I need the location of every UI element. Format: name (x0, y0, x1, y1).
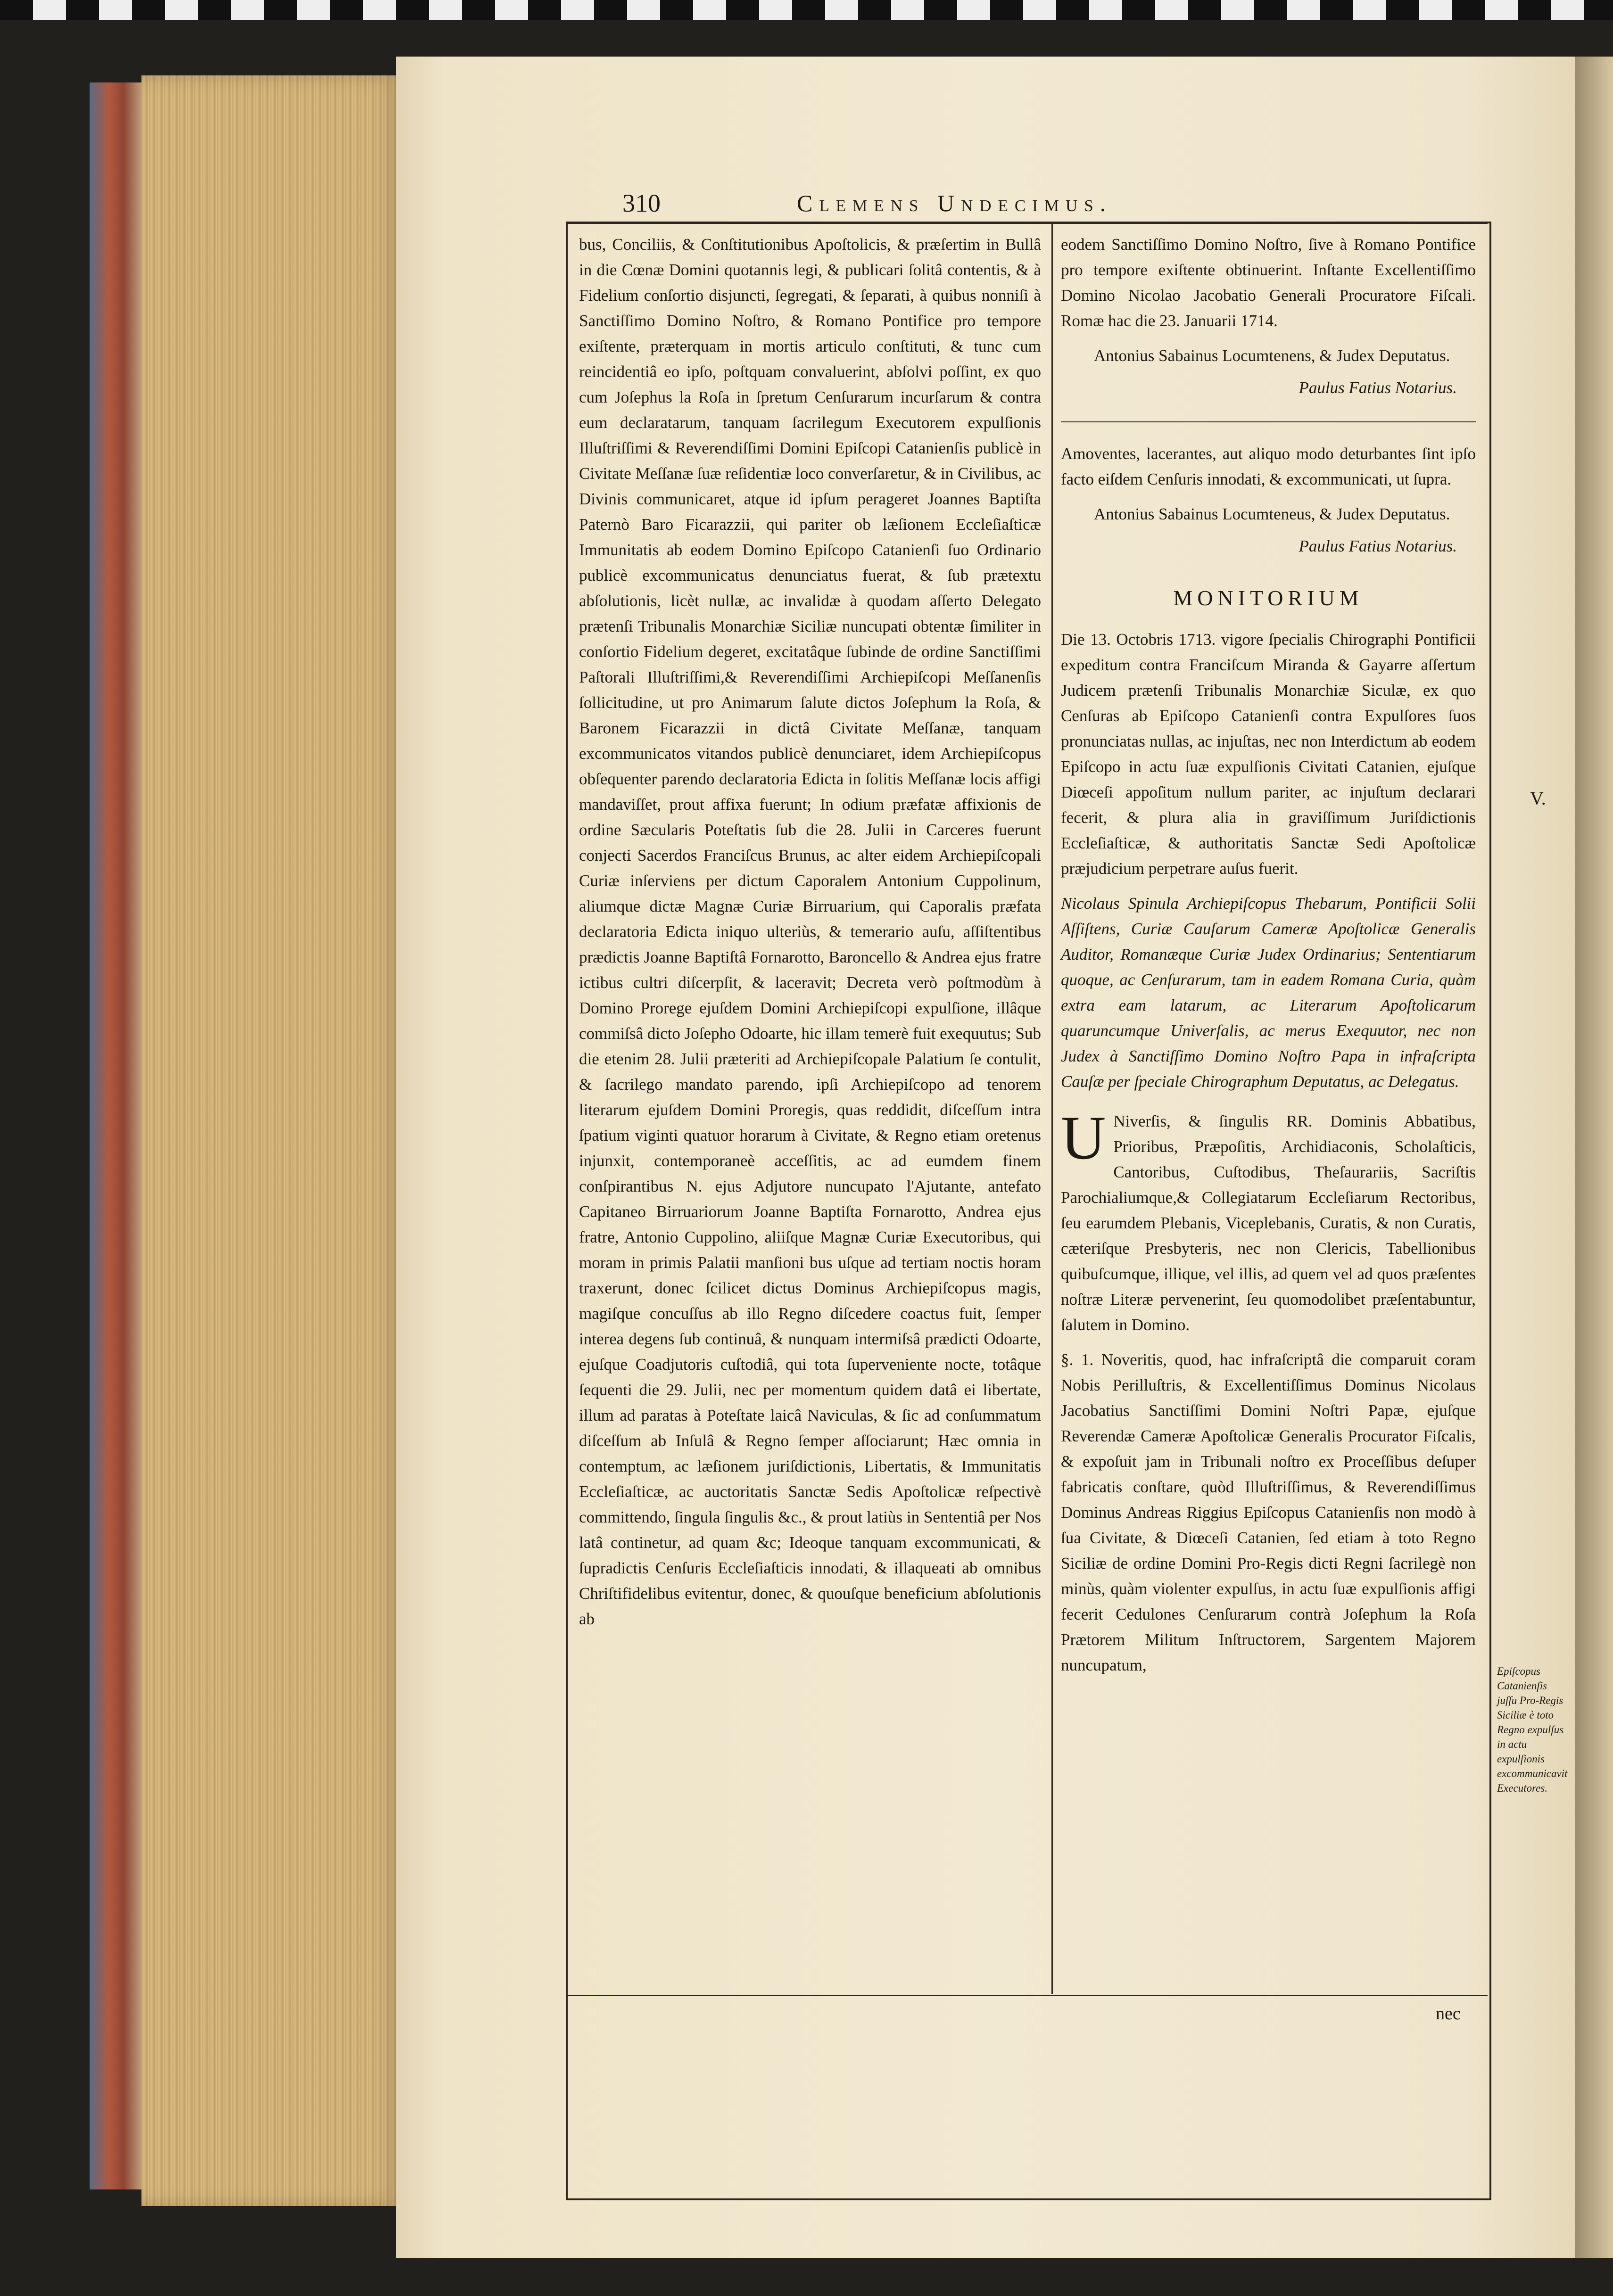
signer-1: Antonius Sabainus Locumtenens, & Judex Deputatus. (1094, 346, 1450, 365)
monitorium-heading: MONITORIUM (1173, 586, 1364, 610)
next-page-edge (1575, 57, 1613, 2258)
page-block-edges (141, 75, 405, 2206)
universis-paragraph (1061, 1103, 1476, 1338)
section-1-paragraph: §. 1. Noveritis, quod, hac infraſcriptâ die comparuit coram Nobis Perilluſtris, & Excellentiſſimus Dominus Nicolaus Jacobatius Sanctiſſimi Domini Noſtri Papæ, ejuſque Reverendæ Cameræ Apoſtolicæ Generalis Procurator Fiſcalis, & expoſuit jam in Tribunali noſtro ex Proceſſibus deſuper fabricatis conſtare, quòd Illuſtriſſimus, & Reverendiſſimus Dominus Andreas Riggius Epiſcopus Catanienſis non modò à ſua Civitate, & Diœceſi Catanien, ſed etiam à toto Regno Siciliæ de ordine Domini Pro-Regis dicti Regni ſacrilegè non minùs, quàm violenter expulſus, in actu ſuæ expulſionis affigi fecerit Cedulones Cenſurarum contrà Joſephum la Roſa Prætorem Militum Inſtructorem, Sargentem Majorem nuncupatum, (1061, 1350, 1476, 1674)
right-column (1061, 232, 1476, 1687)
signer-2: Antonius Sabainus Locumteneus, & Judex Deputatus. (1094, 505, 1450, 523)
left-column-text: bus, Conciliis, & Conſtitutionibus Apoſtolicis, & præſertim in Bullâ in die Cœnæ Domini quotannis legi, & publicari ſolitâ contentis, & à Fidelium conſortio disjuncti, ſegregati, & ſeparati, à quibus nonniſi à Sanctiſſimo Domino Noſtro, & Romano Pontifice pro tempore exiſtente, præterquam in mortis articulo conſtituti, & tunc cum reincidentiâ eo ipſo, poſtquam convaluerint, abſolvi poſſint, ex quo cum Joſephus la Roſa in ſpretum Cenſurarum incurſarum & contra eum declaratarum, tanquam ſacrilegum Executorem expulſionis Illuſtriſſimi & Reverendiſſimi Domini Epiſcopi Catanienſis publicè in Civitate Meſſanæ ſuæ reſidentiæ loco converſaretur, & in Civilibus, ac Divinis communicaret, atque id ipſum perageret Joannes Baptiſta Paternò Baro Ficarazzii, qui pariter ob læſionem Eccleſiaſticæ Immunitatis ab eodem Domino Epiſcopo Catanienſi ſuo Ordinario publicè excommunicatus denunciatus fuerat, & ſub prætextu abſolutionis, licèt nullæ, ac invalidæ à quodam aſſerto Delegato prætenſi Tribunalis Monarchiæ Siciliæ nuncupati obtentæ ſimiliter in conſortio Fidelium degeret, excitatâque ſubinde de ordine Sanctiſſimi Paſtorali Illuſtriſſimi,& Reverendiſſimi Archiepiſcopi Meſſanenſis ſollicitudine, ut pro Animarum ſalute dictos Joſephum la Roſa, & Baronem Ficarazzii in dictâ Civitate Meſſanæ, tanquam excommunicatos vitandos publicè denunciaret, idem Archiepiſcopus obſequenter parendo declaratoria Edicta in ſolitis Meſſanæ locis affigi mandaviſſet, prout affixa fuerunt; In odium præfatæ affixionis de ordine Sæcularis Poteſtatis ſub die 28. Julii in Carceres fuerunt conjecti Sacerdos Franciſcus Brunus, ac alter eidem Archiepiſcopali Curiæ inſerviens per dictum Caporalem Antonium Cuppolinum, aliumque dictæ Magnæ Curiæ Birruarium, qui Caporalis præfata declaratoria Edicta iniquo ulteriùs, & temerario auſu, aſſiſtentibus prædictis Joanne Baptiſtâ Fornarotto, Baroncello & Andrea ejus fratre ictibus cultri diſcerpſit, & laceravit; Decreta verò poſtmodùm à Domino Prorege ejuſdem Domini Archiepiſcopi expulſione, illâque commiſsâ dicto Joſepho Odoarte, hic illam temerè fuit exequutus; Sub die etenim 28. Julii præteriti ad Archiepiſcopale Palatium ſe contulit, & ſacrilego mandato parendo, ipſi Archiepiſcopo ad tenorem literarum ejuſdem Domini Proregis, quas reddidit, diſceſſum intra ſpatium viginti quatuor horarum à Civitate, & Regno etiam oretenus injunxit, contemporaneè acceſſitis, ac ad eumdem finem conſpirantibus N. ejus Adjutore nuncupato l'Ajutante, antefato Capitaneo Birruariorum Joanne Baptiſta Fornarotto, Andrea ejus fratre, Antonio Cuppolino, aliiſque Magnæ Curiæ Executoribus, qui moram in primis Palatii manſioni bus uſque ad tertiam noctis horam traxerunt, donec ſcilicet dictus Dominus Archiepiſcopus magis, magiſque concuſſus ab illo Regno diſcedere coactus fuit, ſemper interea degens ſub continuâ, & nunquam intermiſsâ prædicti Odoarte, ejuſque Coadjutoris cuſtodiâ, qui tota ſuperveniente nocte, totâque ſequenti die 29. Julii, nec per momentum quidem datâ ei libertate, illum ad paratas à Poteſtate laicâ Naviculas, & ſic ad conſummatum diſceſſum ab Inſulâ & Regno ſemper aſſociarunt; Hæc omnia in contemptum, ac læſionem juriſdictionis, Libertatis, & Immunitatis Eccleſiaſticæ, ac auctoritatis Sanctæ Sedis Apoſtolicæ reſpectivè committendo, ſingula ſingulis &c., & prout latiùs in Sententiâ per Nos latâ continetur, ad quam &c; Ideoque tanquam excommunicati, & ſupradictis Cenſuris Eccleſiaſticis innodati, & illaqueati ab omnibus Chriſtifidelibus evitentur, donec, & quouſque beneficium abſolutionis ab (579, 235, 1041, 1628)
judge-title-block: Nicolaus Spinula Archiepiſcopus Thebarum, Pontificii Solii Aſſiſtens, Curiæ Cauſarum Cameræ Apoſtolicæ Generalis Auditor, Romanæque Curiæ Judex Ordinarius; Sententiarum quoque, ac Cenſurarum, tam in eadem Romana Curia, quàm extra eam latarum, ac Literarum Apoſtolicarum quaruncumque Univerſalis, ac merus Exequutor, nec non Judex à Sanctiſſimo Domino Noſtro Papa in infraſcripta Cauſæ per ſpeciale Chirographum Deputatus, ac Delegatus. (1061, 894, 1476, 1091)
column-divider (1051, 222, 1053, 1994)
notary-2: Paulus Fatius Notarius. (1299, 537, 1457, 555)
book-cover-edge (90, 82, 146, 2189)
margin-note: Epiſcopus Catanienſis juſſu Pro-Regis Siciliæ è toto Regno expulſus in actu expulſionis excommunicavit Executores. (1497, 1665, 1568, 1794)
notary-1: Paulus Fatius Notarius. (1299, 379, 1457, 397)
catchword: nec (1436, 2004, 1461, 2024)
separator-rule (1061, 421, 1476, 422)
top-rule (566, 222, 1488, 224)
amoventes-paragraph: Amoventes, lacerantes, aut aliquo modo deturbantes ſint ipſo facto eiſdem Cenſuris innodati, & excommunicati, ut ſupra. (1061, 444, 1476, 488)
drop-cap: U (1061, 1103, 1106, 1172)
universis-text: Niverſis, & ſingulis RR. Dominis Abbatibus, Prioribus, Præpoſitis, Archidiaconis, Scholaſticis, Cantoribus, Cuſtodibus, Theſaurariis, Sacriſtis Parochialiumque,& Collegiatarum Eccleſiarum Rectoribus, ſeu earumdem Plebanis, Viceplebanis, Curatis, & non Curatis, cæteriſque Presbyteris, nec non Clericis, Tabellionibus quibuſcumque, illique, vel illis, ad quem vel ad quos præſentes noſtræ Literæ pervenerint, ſeu quomodolibet præſentabuntur, ſalutem in Domino. (1061, 1112, 1476, 1334)
left-column (579, 232, 1041, 1641)
running-head (500, 184, 1509, 222)
page-number: 310 (622, 189, 661, 217)
monitorium-intro: Die 13. Octobris 1713. vigore ſpecialis Chirographi Pontificii expeditum contra Franciſcum Miranda & Gayarre aſſertum Judicem prætenſi Tribunalis Monarchiæ Siculæ, ex quo Cenſuras ab Epiſcopo Catanienſi contra Expulſores ſuos pronunciatas nullas, ac injuſtas, nec non Interdictum ab eodem Epiſcopo in actu ſuæ expulſionis Civitati Catanien, ejuſque Diœceſi appoſitum nullum pariter, ac injuſtum declarari fecerit, & plura alia in graviſſimum Juriſdictionis Eccleſiaſticæ, & authoritatis Sanctæ Sedi Apoſtolicæ præjudicium perpetrare auſus fuerit. (1061, 630, 1476, 878)
decree-ending: eodem Sanctiſſimo Domino Noſtro, ſive à Romano Pontifice pro tempore exiſtente obtinuerint. Inſtante Excellentiſſimo Domino Nicolao Jacobatio Generali Procuratore Fiſcali. Romæ hac die 23. Januarii 1714. (1061, 235, 1476, 330)
running-title: Clemens Undecimus. (797, 190, 1113, 216)
ruler-strip (0, 0, 1613, 20)
margin-letter: V. (1530, 788, 1546, 809)
bottom-rule (566, 1995, 1488, 1996)
